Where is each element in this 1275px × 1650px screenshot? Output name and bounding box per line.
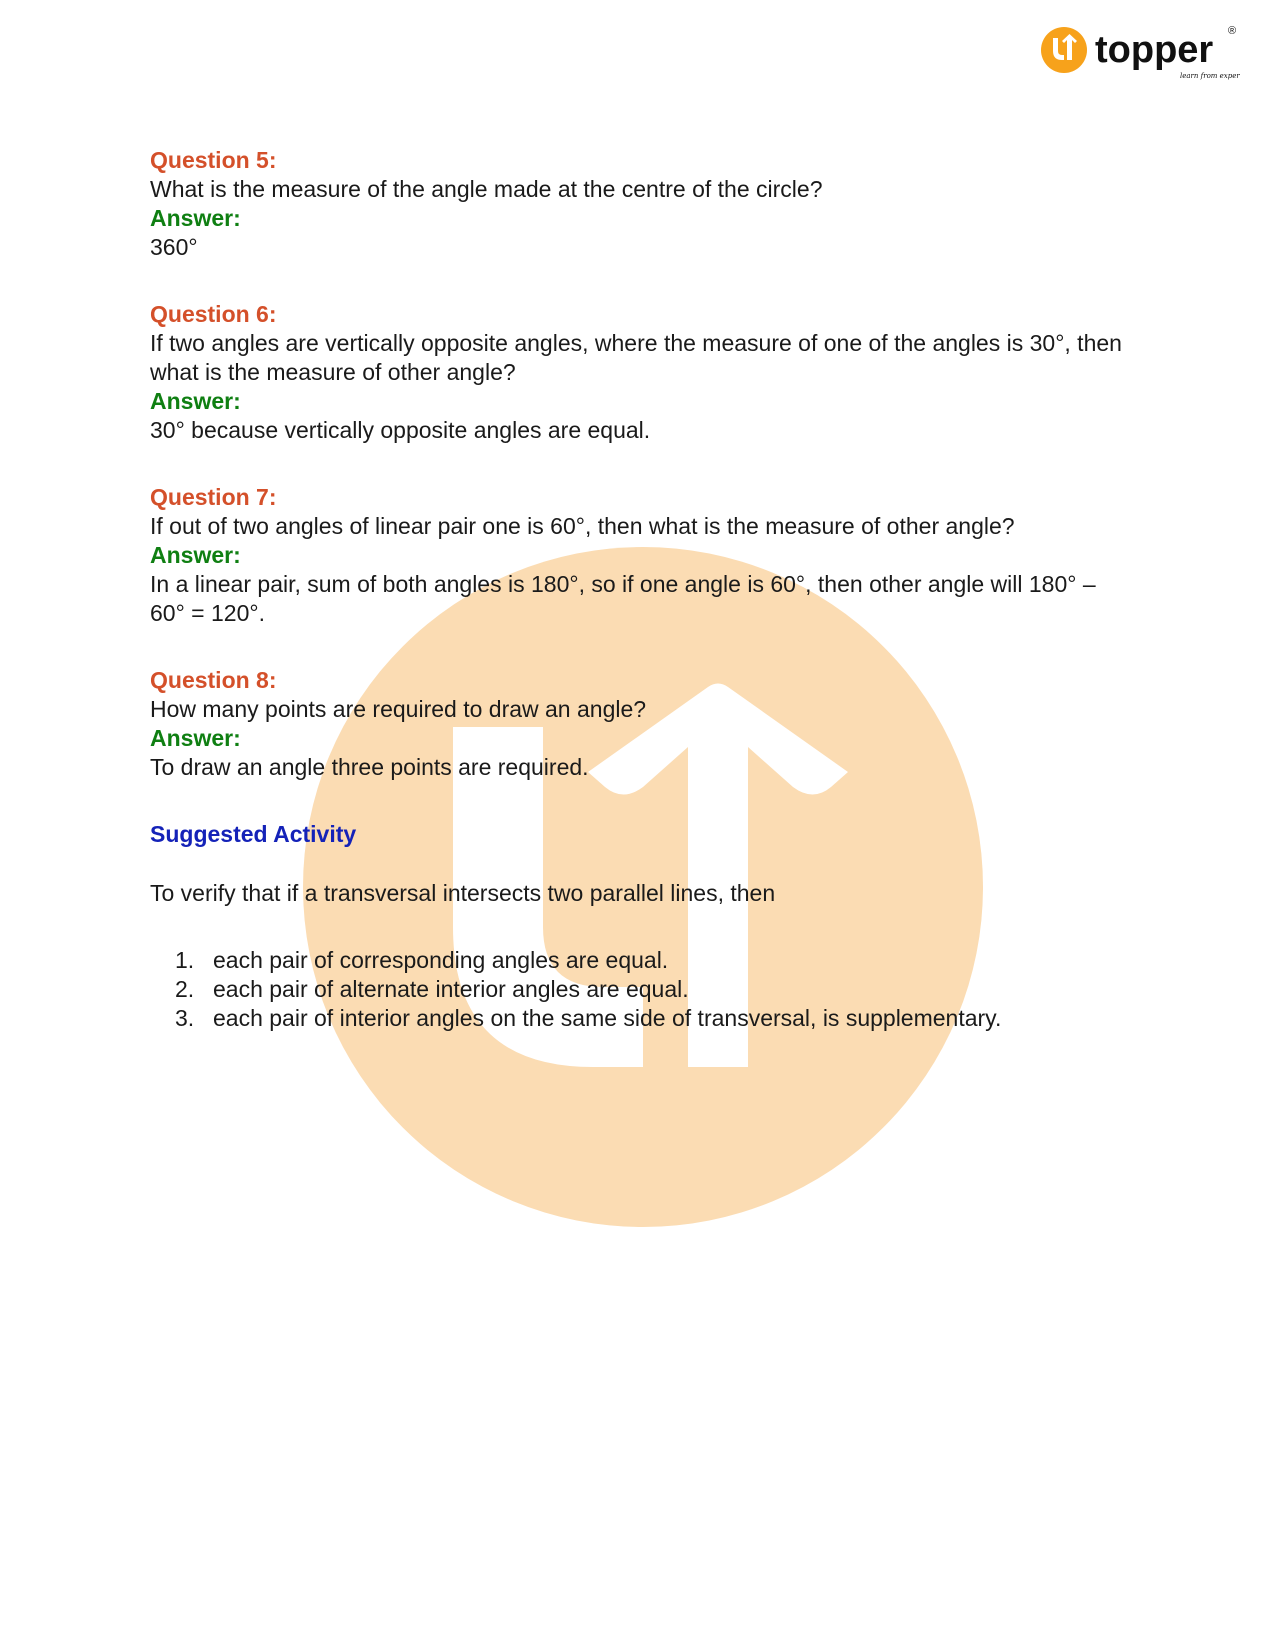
list-item	[175, 975, 1130, 1004]
list-number: 1.	[175, 947, 195, 973]
answer-text: 30° because vertically opposite angles are equal.	[150, 417, 651, 443]
brand-logo	[1040, 22, 1240, 84]
answer-label: Answer:	[150, 542, 241, 568]
question-text: What is the measure of the angle made at the centre of the circle?	[150, 176, 823, 202]
list-number: 3.	[175, 1005, 195, 1031]
question-label: Question 6:	[150, 301, 277, 327]
answer-text: 360°	[150, 234, 198, 260]
activity-intro: To verify that if a transversal intersects two parallel lines, then	[150, 880, 776, 906]
question-block-5	[150, 146, 1130, 262]
list-text: each pair of alternate interior angles are equal.	[213, 976, 689, 1002]
answer-label: Answer:	[150, 388, 241, 414]
question-block-6	[150, 300, 1130, 445]
answer-text: To draw an angle three points are required.	[150, 754, 589, 780]
answer-label: Answer:	[150, 205, 241, 231]
list-item	[175, 1004, 1130, 1033]
question-text: If two angles are vertically opposite angles, where the measure of one of the angles is 30°, then what is the measure of other angle?	[150, 330, 1122, 385]
list-text: each pair of corresponding angles are equal.	[213, 947, 669, 973]
answer-label: Answer:	[150, 725, 241, 751]
question-label: Question 5:	[150, 147, 277, 173]
list-number: 2.	[175, 976, 195, 1002]
question-block-7	[150, 483, 1130, 628]
brand-name: topper	[1095, 29, 1214, 71]
question-text: How many points are required to draw an angle?	[150, 696, 647, 722]
question-block-8	[150, 666, 1130, 782]
registered-mark: ®	[1228, 25, 1237, 37]
question-label: Question 7:	[150, 484, 277, 510]
list-item	[175, 946, 1130, 975]
worksheet-content	[150, 146, 1130, 1033]
brand-tagline: learn from experts	[1180, 72, 1240, 80]
topper-logo-icon	[1040, 22, 1240, 84]
list-text: each pair of interior angles on the same side of transversal, is supplementary.	[213, 1005, 1002, 1031]
activity-steps	[150, 946, 1130, 1033]
activity-heading: Suggested Activity	[150, 821, 357, 847]
answer-text: In a linear pair, sum of both angles is 180°, so if one angle is 60°, then other angle will 180° – 60° = 120°.	[150, 571, 1096, 626]
question-text: If out of two angles of linear pair one is 60°, then what is the measure of other angle?	[150, 513, 1015, 539]
question-label: Question 8:	[150, 667, 277, 693]
